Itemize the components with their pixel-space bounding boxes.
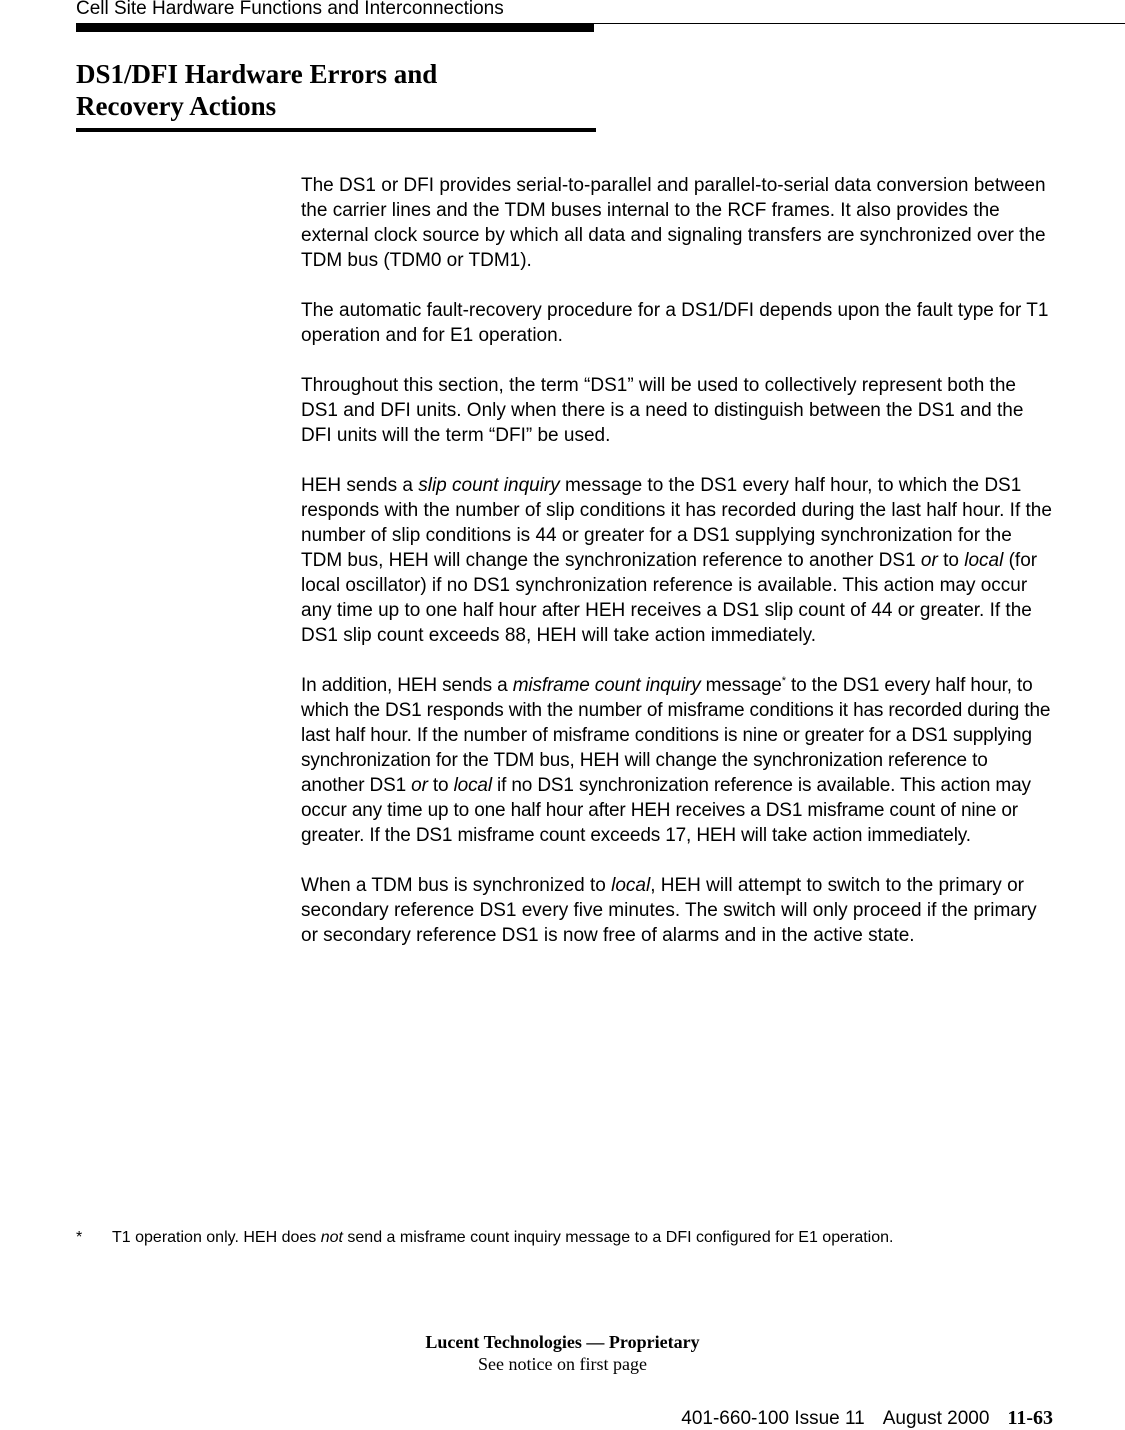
section-title — [76, 58, 596, 122]
footnote — [76, 1228, 1076, 1248]
section-title-line1: DS1/DFI Hardware Errors and — [76, 59, 438, 89]
paragraph-1: The DS1 or DFI provides serial-to-parallel and parallel-to-serial data conversion between the carrier lines and the TDM buses internal to the RCF frames. It also provides the external clock source by which all data and signaling transfers are synchronized over the TDM bus (TDM0 or TDM1). — [301, 175, 1046, 271]
title-rule — [76, 128, 596, 132]
footnote-reference: * — [781, 675, 786, 687]
text-run: send a misframe count inquiry message to a DFI configured for E1 operation. — [342, 1229, 894, 1246]
paragraph-5 — [301, 673, 1053, 848]
text-run: to the DS1 every half hour, to which the DS1 responds with the number of misframe conditions it has recorded during the last half hour. If the number of misframe conditions is nine or greater for a DS1 supplying synchronization for the TDM bus, HEH will change the synchronization reference to another DS1 — [301, 675, 1051, 796]
running-header: Cell Site Hardware Functions and Interconnections — [76, 0, 504, 19]
paragraph-6 — [301, 873, 1053, 948]
italic-term: slip count inquiry — [418, 475, 560, 496]
italic-term: local — [611, 875, 651, 896]
italic-term: misframe count inquiry — [512, 675, 701, 696]
italic-term: local — [453, 775, 492, 796]
footnote-mark: * — [76, 1229, 83, 1246]
text-run: message — [700, 675, 782, 696]
text-run: message to the DS1 every half hour, to which the DS1 responds with the number of slip conditions it has recorded during the last half hour. If the number of slip conditions is 44 or greater for a DS1 supplying synchronization for the TDM bus, HEH will change the synchronization reference to another DS1 — [301, 475, 1052, 571]
paragraph-3: Throughout this section, the term “DS1” will be used to collectively represent both the DS1 and DFI units. Only when there is a need to distinguish between the DS1 and the DFI units will the term “DFI” be used. — [301, 375, 1024, 446]
paragraph-4 — [301, 473, 1053, 648]
doc-number: 401-660-100 Issue 11 — [681, 1408, 865, 1429]
text-run: , HEH will attempt to switch to the primary or secondary reference DS1 every five minutes. The switch will only proceed if the primary or secondary reference DS1 is now free of alarms and in the active state. — [301, 875, 1037, 946]
text-run: HEH sends a — [301, 475, 419, 496]
text-run: In addition, HEH sends a — [301, 675, 513, 696]
text-run: (for local oscillator) if no DS1 synchronization reference is available. This action may occur any time up to one half hour after HEH receives a DS1 slip count of 44 or greater. If the DS1 slip count exceeds 88, HEH will take action immediately. — [301, 550, 1038, 646]
text-run: to — [427, 775, 454, 796]
italic-term: or — [920, 550, 938, 571]
footer-company: Lucent Technologies — Proprietary — [425, 1332, 700, 1352]
footer-notice: See notice on first page — [478, 1354, 647, 1374]
italic-term: not — [320, 1229, 343, 1246]
text-run: When a TDM bus is synchronized to — [301, 875, 612, 896]
text-run: to — [937, 550, 965, 571]
page-number: 11-63 — [1007, 1407, 1053, 1429]
body-text — [301, 173, 1053, 973]
header-thick-rule — [76, 24, 594, 32]
italic-term: or — [411, 775, 428, 796]
doc-date: August 2000 — [882, 1408, 990, 1429]
paragraph-2: The automatic fault-recovery procedure for a DS1/DFI depends upon the fault type for T1 operation and for E1 operation. — [301, 300, 1049, 346]
text-run: T1 operation only. HEH does — [112, 1229, 321, 1246]
text-run: if no DS1 synchronization reference is available. This action may occur any time up to one half hour after HEH receives a DS1 misframe count of nine or greater. If the DS1 misframe count exceeds 17, HEH will take action immediately. — [301, 775, 1031, 846]
section-title-line2: Recovery Actions — [76, 91, 277, 121]
italic-term: local — [964, 550, 1004, 571]
footer-doc-info — [681, 1407, 1053, 1430]
